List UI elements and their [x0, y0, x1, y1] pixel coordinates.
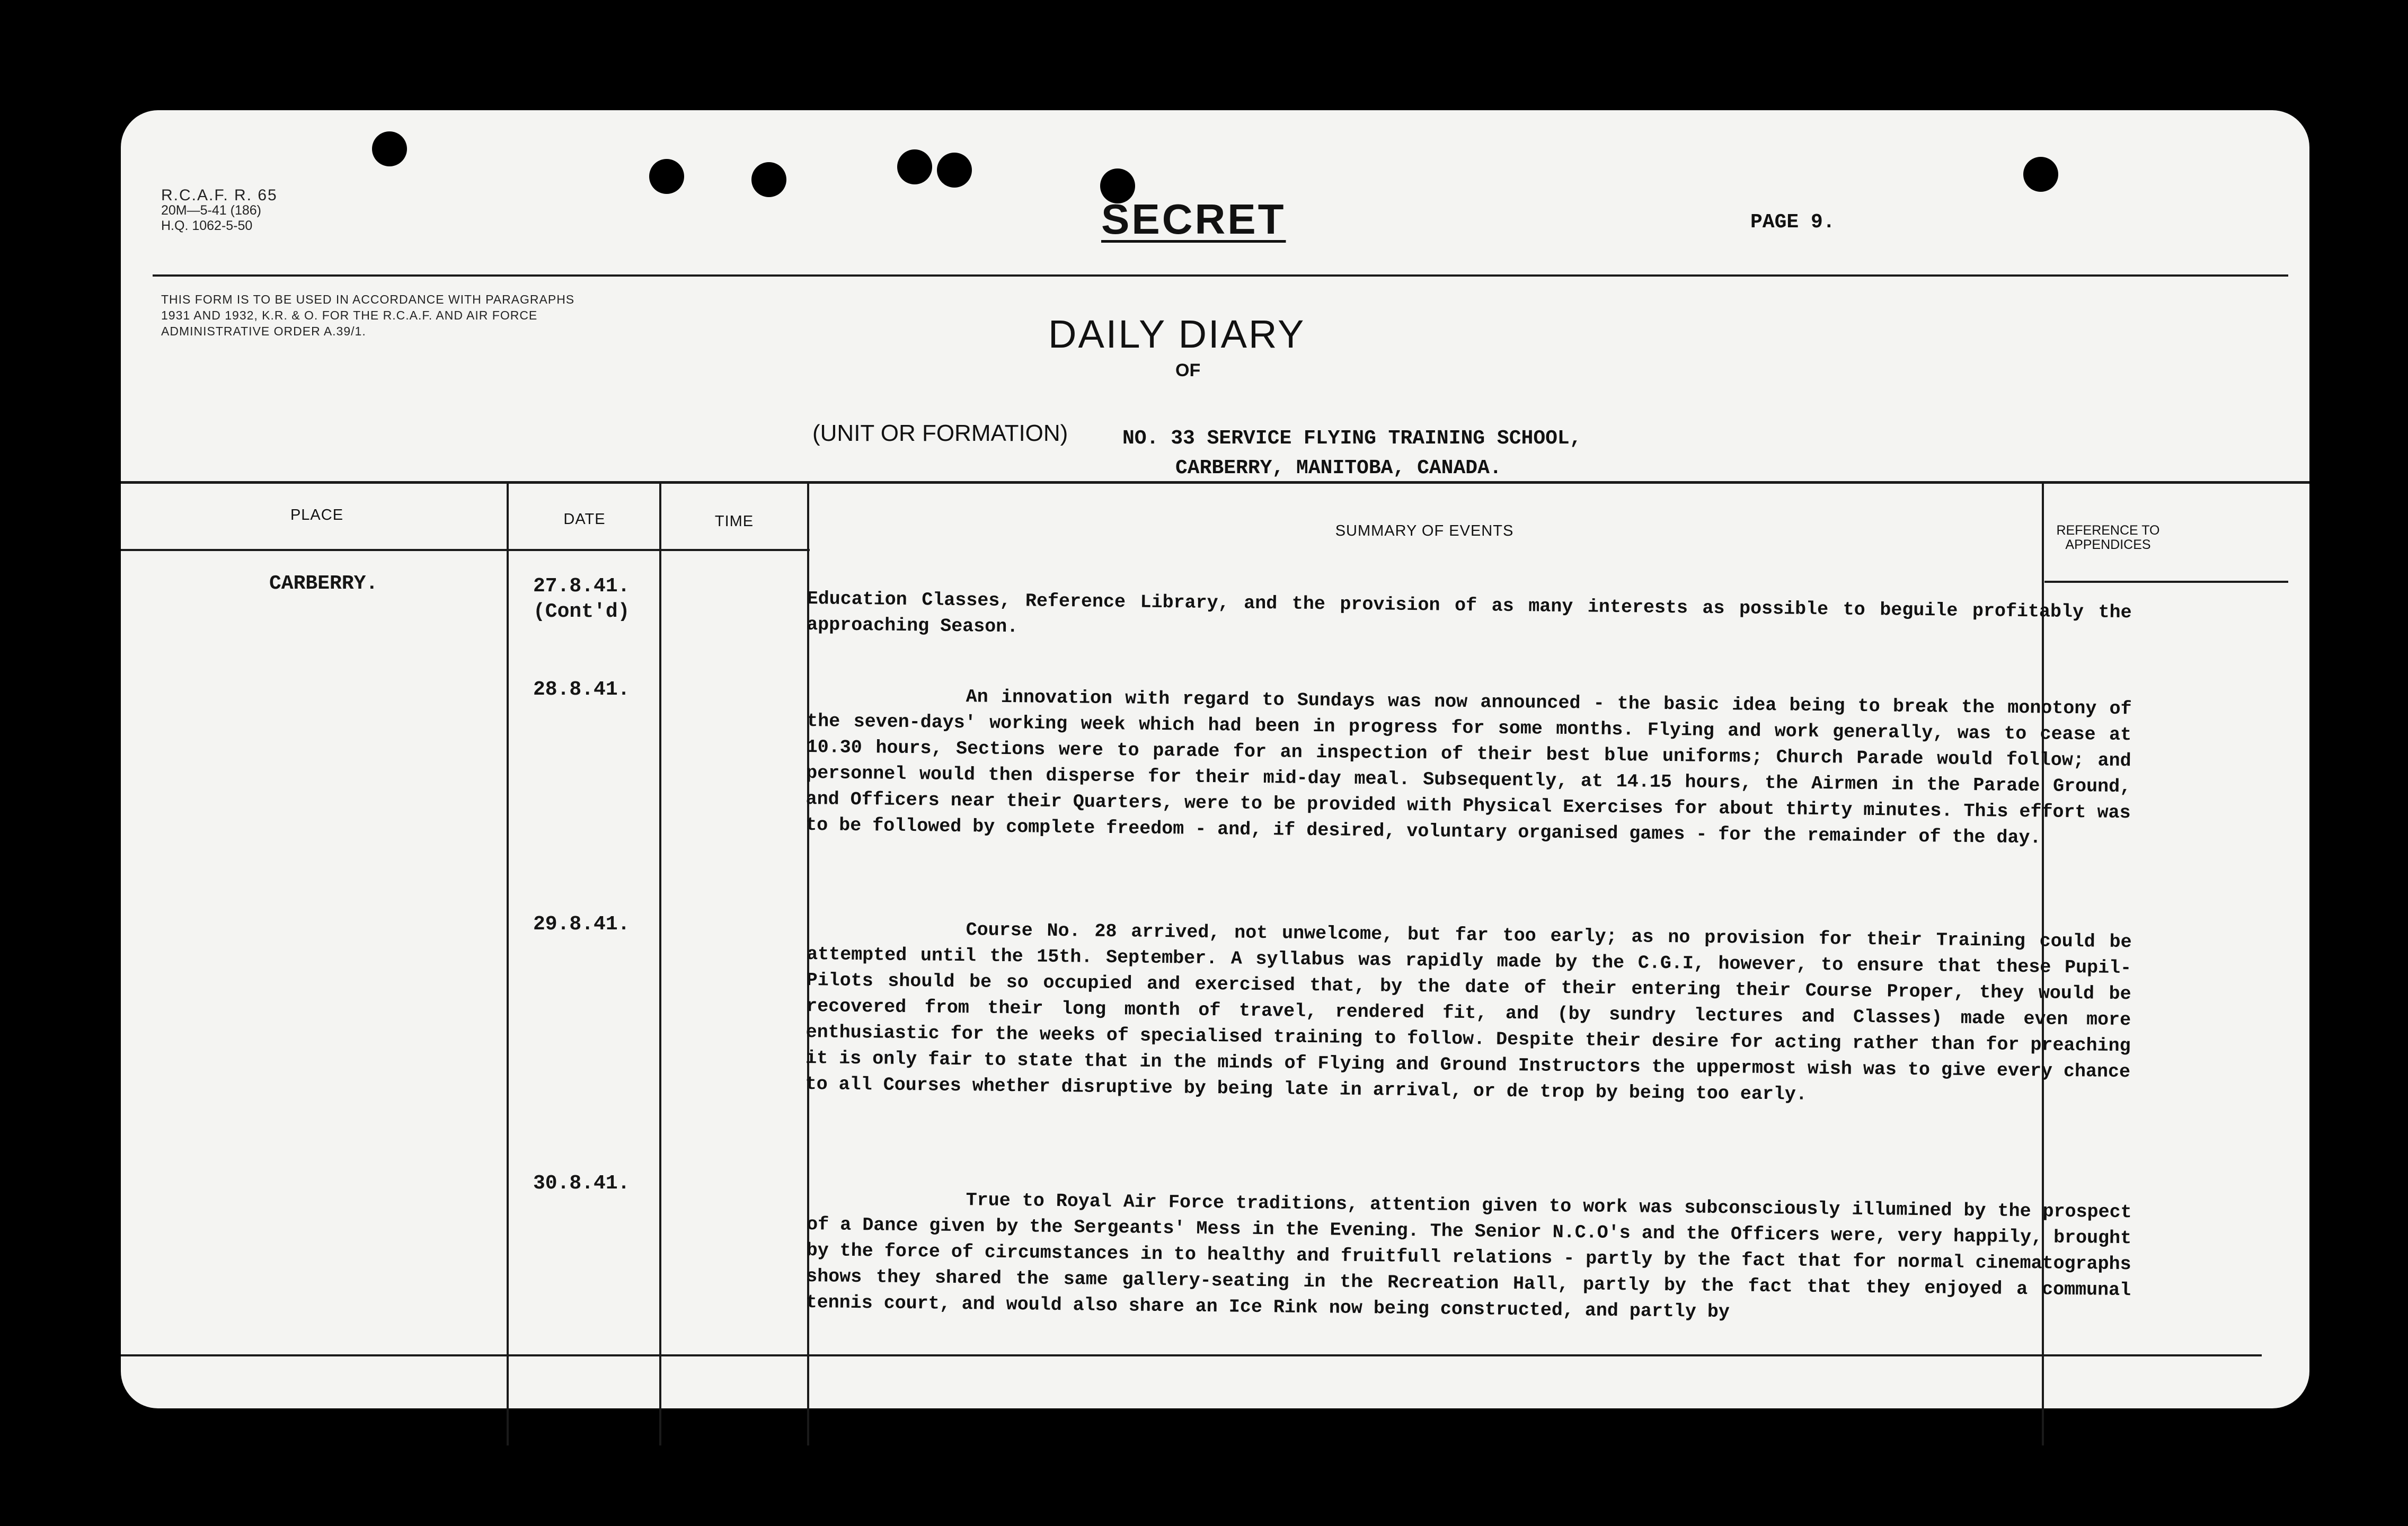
diary-entry: Education Classes, Reference Library, and the provision of as many interests as possible to beguile profitably the approaching Season. — [807, 588, 2132, 638]
security-classification: SECRET — [1101, 196, 1286, 243]
header-bottom-rule — [121, 549, 810, 551]
punch-hole — [372, 131, 407, 166]
diary-sheet — [121, 110, 2309, 1408]
punch-hole — [2023, 157, 2058, 192]
place-cell: CARBERRY. — [269, 572, 378, 595]
table-bottom-rule — [121, 1354, 2262, 1356]
diary-entry: Course No. 28 arrived, not unwelcome, but far too early; as no provision for their Training could be attempted until the 15th. September. A syllabus was rapidly made by the C.G.I, however, to ensure that these Pupil-Pilots should be so occupied and exercised that, by the date of their entering their Course Proper, they would be recovered from their long month of travel, rendered fit, and (by sundry lectures and Classes) made even more enthusiastic for the weeks of specialised training to follow. Despite their desire for acting rather than for preaching it is only fair to state that in the minds of Flying and Ground Instructors the uppermost wish was to give every chance to all Courses whether disruptive by being late in arrival, or de trop by being too early. — [805, 919, 2132, 1105]
column-header-place: PLACE — [290, 507, 344, 524]
header-rule — [153, 274, 2288, 277]
punch-hole — [897, 149, 932, 184]
column-divider — [507, 481, 509, 1445]
reference-header-rule — [2044, 581, 2288, 583]
column-header-summary: SUMMARY OF EVENTS — [1335, 522, 1514, 539]
punch-hole — [649, 159, 684, 194]
form-code: R.C.A.F. R. 65 20M—5-41 (186) H.Q. 1062-5-50 — [161, 187, 278, 233]
form-instructions: THIS FORM IS TO BE USED IN ACCORDANCE WITH PARAGRAPHS 1931 AND 1932, K.R. & O. FOR THE R.C.A.F. AND AIR FORCE ADMINISTRATIVE ORDER A.39/1. — [161, 292, 575, 338]
date-cell: 27.8.41. (Cont'd) — [533, 575, 630, 623]
unit-name: NO. 33 SERVICE FLYING TRAINING SCHOOL, — [1122, 427, 1582, 450]
column-header-time: TIME — [714, 513, 754, 530]
date-cell: 30.8.41. — [533, 1172, 630, 1195]
column-header-reference: REFERENCE TO APPENDICES — [2056, 523, 2160, 552]
column-header-date: DATE — [563, 511, 606, 528]
column-divider — [659, 481, 661, 1445]
diary-entry: True to Royal Air Force traditions, attention given to work was subconsciously illumined by the prospect of a Dance given by the Sergeants' Mess in the Evening. The Senior N.C.O's and the Officers were, very happily, brought by the force of circumstances in to healthy and fruitfull relations - partly by the fact that for normal cinematographs shows they shared the same gallery-seating in the Recreation Hall, partly by the fact that they enjoyed a communal tennis court, and would also share an Ice Rink now being constructed, and partly by — [805, 1190, 2132, 1323]
unit-location: CARBERRY, MANITOBA, CANADA. — [1175, 457, 1502, 480]
diary-entry: An innovation with regard to Sundays was now announced - the basic idea being to break the monotony of the seven-days' working week which had been in progress for some months. Flying and work generally, was to cease at 10.30 hours, Sections were to parade for an inspection of their best blue uniforms; Church Parade would follow; and personnel would then disperse for their mid-day meal. Subsequently, at 14.15 hours, the Airmen in the Parade Ground, and Officers near their Quarters, were to be provided with Physical Exercises for about thirty minutes. This effort was to be followed by complete freedom - and, if desired, voluntary organised games - for the remainder of the day. — [805, 686, 2132, 849]
punch-hole — [751, 162, 786, 197]
title-of: OF — [1175, 360, 1201, 380]
date-cell: 29.8.41. — [533, 913, 630, 936]
table-top-rule — [121, 481, 2309, 484]
unit-label: (UNIT OR FORMATION) — [812, 420, 1068, 446]
date-cell: 28.8.41. — [533, 678, 630, 701]
page-title: DAILY DIARY — [1048, 312, 1306, 356]
page-number: PAGE 9. — [1750, 211, 1835, 234]
punch-hole — [937, 153, 972, 188]
